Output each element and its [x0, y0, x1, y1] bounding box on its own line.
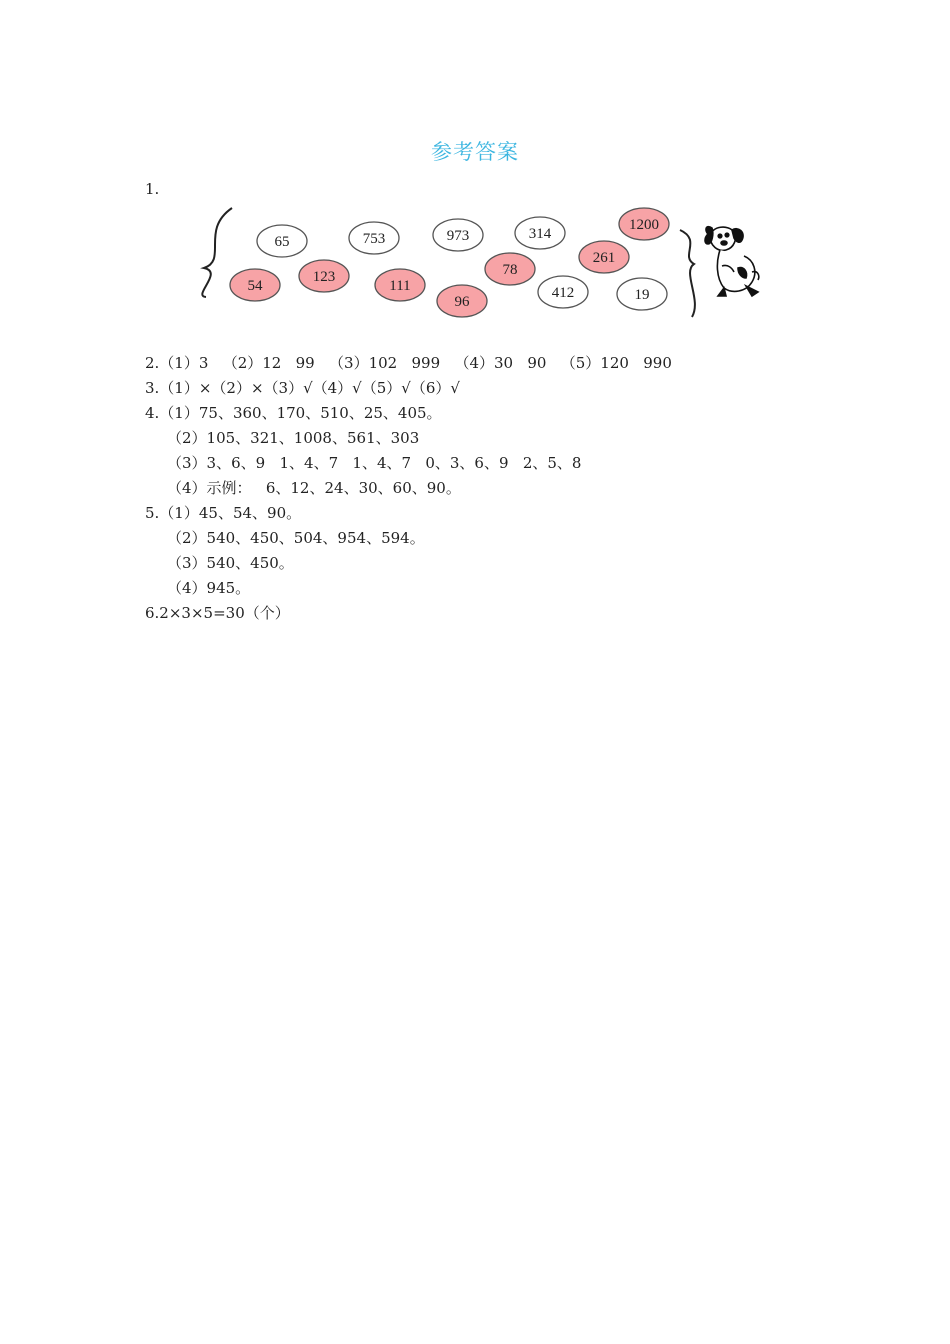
- oval-number-label: 261: [592, 250, 616, 266]
- oval-number-label: 412: [551, 285, 575, 301]
- number-oval: [349, 222, 399, 254]
- number-oval: [515, 217, 565, 249]
- oval-number-label: 1200: [629, 217, 659, 233]
- page-title: 参考答案: [431, 140, 519, 164]
- answer-line: 5.（1）45、54、90。: [145, 504, 302, 522]
- number-oval: [617, 278, 667, 310]
- oval-number-label: 111: [389, 278, 411, 294]
- answer-line: （4）示例： 6、12、24、30、60、90。: [167, 479, 461, 497]
- number-oval: [375, 269, 425, 301]
- right-brace: [680, 230, 695, 317]
- number-oval: [538, 276, 588, 308]
- oval-number-label: 123: [312, 269, 336, 285]
- answer-line: 2.（1）3 （2）12 99 （3）102 999 （4）30 90 （5）120 990: [145, 354, 672, 372]
- number-oval: [437, 285, 487, 317]
- puppy-illustration: [705, 227, 759, 296]
- oval-number-label: 54: [247, 278, 263, 294]
- answer-line: （3）540、450。: [167, 554, 294, 572]
- oval-number-label: 19: [634, 287, 650, 303]
- left-brace: [202, 208, 232, 297]
- number-oval: [257, 225, 307, 257]
- answers-list: [145, 351, 672, 626]
- number-oval: [619, 208, 669, 240]
- answer-line: 3.（1）×（2）×（3）√（4）√（5）√（6）√: [145, 379, 460, 397]
- oval-number-label: 78: [502, 262, 518, 278]
- oval-number-label: 65: [274, 234, 290, 250]
- oval-number-label: 753: [362, 231, 386, 247]
- number-oval: [485, 253, 535, 285]
- number-ovals-figure: [190, 200, 770, 325]
- number-oval: [299, 260, 349, 292]
- answer-line: 4.（1）75、360、170、510、25、405。: [145, 404, 442, 422]
- answer-line: （4）945。: [167, 579, 251, 597]
- number-oval: [579, 241, 629, 273]
- answer-line: 6.2×3×5=30（个）: [145, 604, 290, 622]
- oval-number-label: 96: [454, 294, 470, 310]
- oval-number-label: 973: [446, 228, 470, 244]
- number-oval: [433, 219, 483, 251]
- answer-line: （3）3、6、9 1、4、7 1、4、7 0、3、6、9 2、5、8: [167, 454, 582, 472]
- answer-line: （2）540、450、504、954、594。: [167, 529, 425, 547]
- number-oval: [230, 269, 280, 301]
- oval-number-label: 314: [528, 226, 552, 242]
- answer-line: （2）105、321、1008、561、303: [167, 429, 420, 447]
- question-1-label: 1.: [145, 180, 160, 198]
